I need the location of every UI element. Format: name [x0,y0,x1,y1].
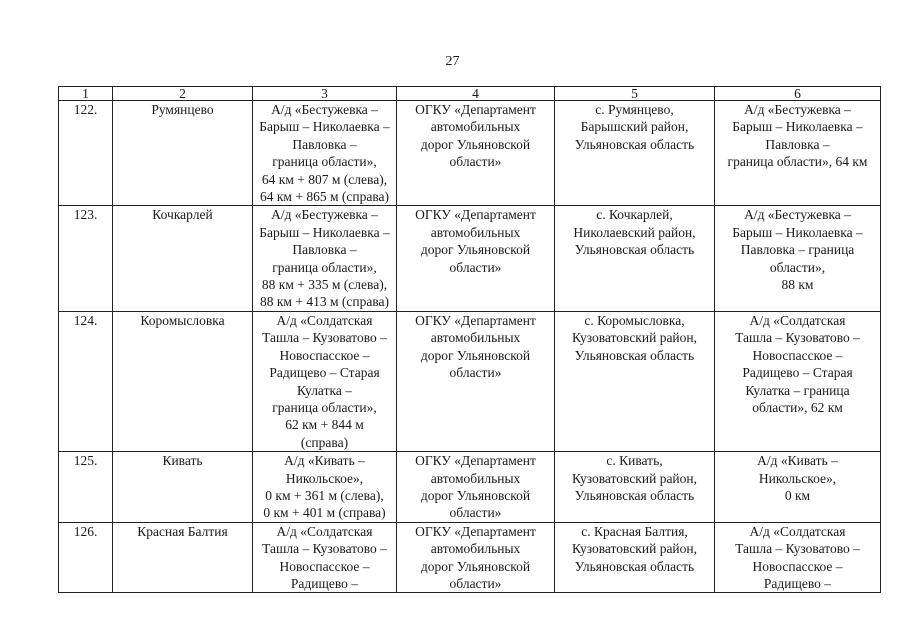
cell-line: Ульяновская область [574,347,695,363]
road-position-cell [253,452,397,523]
cell-line: области», [769,259,826,275]
cell-line: А/д «Солдатская [749,523,846,539]
cell-line: с. Румянцево, [595,102,674,117]
cell-line: Барыш – Николаевка – [732,224,863,240]
location-cell [555,522,715,593]
table-row [59,101,881,206]
cell-line: Ташла – Кузоватово – [262,330,387,346]
cell-line: Ташла – Кузоватово – [735,330,860,346]
page-number: 27 [445,54,460,69]
cell-line: Павловка – [292,242,357,258]
cell-line: ОГКУ «Департамент [415,102,536,117]
cell-line: А/д «Бестужевка – [271,102,378,117]
table-row [59,522,881,593]
cell-line: дорог Ульяновской [420,487,531,503]
road-km-cell [715,101,881,206]
cell-line: 0 км + 401 м (справа) [263,505,386,521]
cell-line: Барыш – Николаевка – [732,119,863,135]
cell-line: 88 км + 335 м (слева), [261,277,388,293]
cell-line: 88 км [781,277,814,293]
header-row [59,87,881,101]
road-km-cell [715,206,881,311]
cell-line: А/д «Солдатская [749,312,846,328]
cell-line: с. Коромысловка, [584,312,685,328]
cell-line: А/д «Бестужевка – [744,102,851,117]
cell-line: Новоспасское – [279,347,370,363]
cell-line: Радищево – [763,575,832,591]
road-position-cell [253,311,397,451]
cell-line: ОГКУ «Департамент [415,523,536,539]
cell-line: А/д «Солдатская [276,312,373,328]
column-header: 6 [715,87,881,101]
cell-line: дорог Ульяновской [420,136,531,152]
cell-line: Кулатка – [297,382,352,398]
table-row [59,452,881,523]
row-number-cell: 124. [59,311,113,451]
stop-name-cell: Кивать [113,452,253,523]
cell-line: Никольское», [758,470,837,486]
row-number-cell: 125. [59,452,113,523]
location-cell [555,101,715,206]
cell-line: Радищево – Старая [742,365,853,381]
cell-line: Кулатка – граница [745,382,850,398]
cell-line: Ульяновская область [574,558,695,574]
row-number-cell: 126. [59,522,113,593]
cell-line: А/д «Кивать – [757,453,838,469]
cell-line: Новоспасское – [279,558,370,574]
column-header: 1 [59,87,113,101]
cell-line: А/д «Бестужевка – [744,207,851,223]
cell-line: Ташла – Кузоватово – [735,541,860,557]
cell-line: области» [449,365,502,381]
cell-line: 0 км + 361 м (слева), [265,487,384,503]
cell-line: Павловка – граница [740,242,855,258]
owner-cell [397,101,555,206]
row-number-cell: 123. [59,206,113,311]
location-cell [555,206,715,311]
cell-line: Никольское», [285,470,364,486]
cell-line: Радищево – Старая [269,365,380,381]
cell-line: Ульяновская область [574,136,695,152]
cell-line: Барышский район, [580,119,689,135]
location-cell [555,452,715,523]
road-km-cell [715,452,881,523]
cell-line: Николаевский район, [573,224,696,240]
stop-name-cell: Кочкарлей [113,206,253,311]
road-km-cell [715,522,881,593]
cell-line: 64 км + 807 м (слева), [261,171,388,187]
cell-line: граница области», [272,259,377,275]
cell-line: Новоспасское – [752,558,843,574]
road-km-cell [715,311,881,451]
cell-line: 64 км + 865 м (справа) [259,189,390,205]
cell-line: области» [449,259,502,275]
cell-line: граница области», [272,154,377,170]
stop-name-cell: Румянцево [113,101,253,206]
cell-line: области», 62 км [752,399,843,415]
cell-line: Кузоватовский район, [571,470,698,486]
cell-line: Радищево – [290,575,359,591]
cell-line: Павловка – [292,136,357,152]
table-row [59,311,881,451]
cell-line: ОГКУ «Департамент [415,207,536,223]
road-position-cell [253,206,397,311]
cell-line: ОГКУ «Департамент [415,453,536,469]
column-header: 3 [253,87,397,101]
cell-line: ОГКУ «Департамент [415,312,536,328]
cell-line: автомобильных [430,224,521,240]
cell-line: граница области», 64 км [727,154,868,170]
road-position-cell [253,522,397,593]
cell-line: области» [449,505,502,521]
cell-line: граница области», [272,399,377,415]
cell-line: 88 км + 413 м (справа) [259,294,390,310]
cell-line: с. Кивать, [606,453,663,469]
cell-line: с. Кочкарлей, [596,207,673,223]
cell-line: (справа) [300,434,349,450]
stop-name-cell: Красная Балтия [113,522,253,593]
table-body [59,101,881,593]
cell-line: А/д «Солдатская [276,523,373,539]
cell-line: 62 км + 844 м [285,417,364,433]
cell-line: автомобильных [430,330,521,346]
cell-line: Ульяновская область [574,487,695,503]
column-header: 2 [113,87,253,101]
stops-table [58,86,881,593]
owner-cell [397,452,555,523]
owner-cell [397,311,555,451]
table-row [59,206,881,311]
cell-line: автомобильных [430,119,521,135]
owner-cell [397,206,555,311]
column-header: 5 [555,87,715,101]
cell-line: Кузоватовский район, [571,330,698,346]
stop-name-cell: Коромысловка [113,311,253,451]
row-number-cell: 122. [59,101,113,206]
cell-line: Павловка – [765,136,830,152]
cell-line: А/д «Кивать – [284,453,365,469]
road-position-cell [253,101,397,206]
cell-line: А/д «Бестужевка – [271,207,378,223]
cell-line: области» [449,154,502,170]
cell-line: Ульяновская область [574,242,695,258]
cell-line: Кузоватовский район, [571,541,698,557]
cell-line: Новоспасское – [752,347,843,363]
cell-line: автомобильных [430,470,521,486]
cell-line: дорог Ульяновской [420,558,531,574]
cell-line: Ташла – Кузоватово – [262,541,387,557]
cell-line: автомобильных [430,541,521,557]
cell-line: Барыш – Николаевка – [259,119,390,135]
cell-line: Барыш – Николаевка – [259,224,390,240]
cell-line: области» [449,575,502,591]
column-header: 4 [397,87,555,101]
cell-line: 0 км [784,487,811,503]
owner-cell [397,522,555,593]
cell-line: дорог Ульяновской [420,242,531,258]
location-cell [555,311,715,451]
cell-line: дорог Ульяновской [420,347,531,363]
cell-line: с. Красная Балтия, [581,523,688,539]
